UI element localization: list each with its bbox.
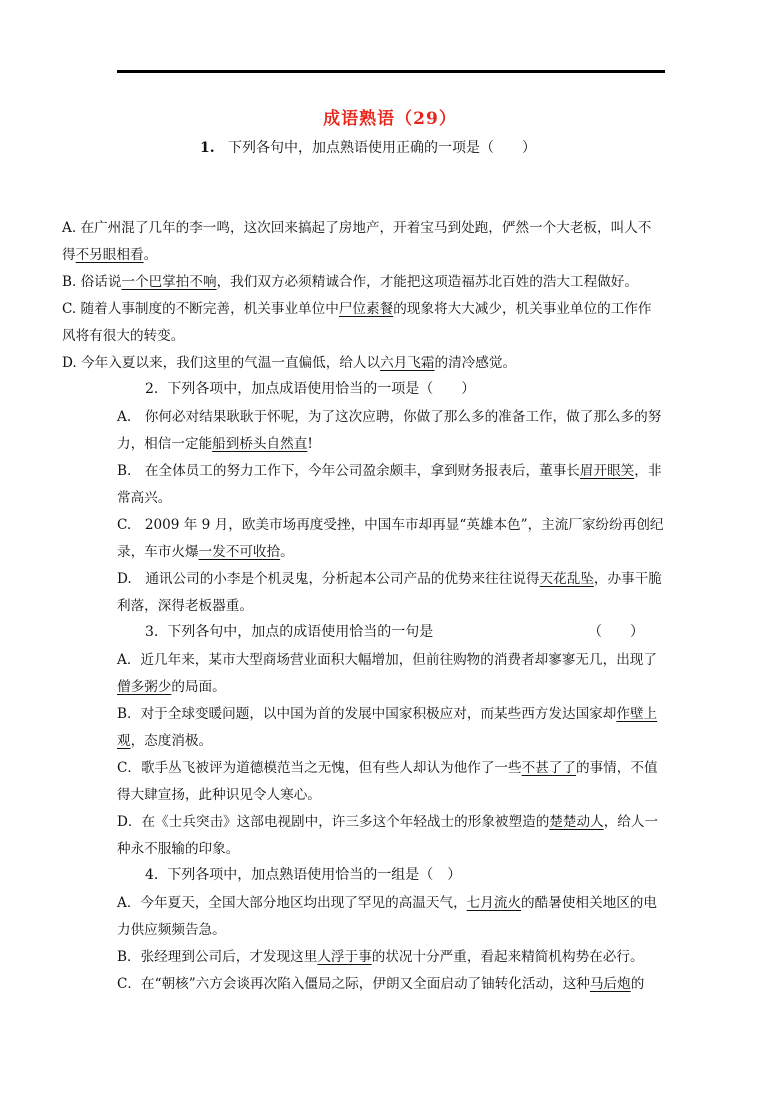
q3-option-b-line1: B．对于全球变暖问题，以中国为首的发展中国家积极应对，而某些西方发达国家却作壁上 — [117, 706, 658, 722]
question-3-stem: 3. 下列各句中，加点的成语使用恰当的一句是 — [145, 624, 434, 640]
q2-option-d-line2: 利落，深得老板器重。 — [117, 598, 253, 614]
q2-option-d-line1: D. 通讯公司的小李是个机灵鬼，分析起本公司产品的优势来往往说得天花乱坠，办事干脆 — [117, 571, 662, 587]
question-2-stem: 2. 下列各项中，加点成语使用恰当的一项是（ ） — [145, 381, 476, 397]
q1-idiom-a: 不另眼相看 — [75, 247, 144, 263]
q1-option-a-line1: A. 在广州混了几年的李一鸣，这次回来搞起了房地产，开着宝马到处跑，俨然一个大老板，叫人不 — [62, 220, 652, 236]
q3-idiom-a: 僧多粥少 — [117, 679, 172, 695]
q3-option-c-line1: C．歌手丛飞被评为道德模范当之无愧，但有些人却认为他作了一些不甚了了的事情，不值 — [117, 760, 658, 776]
q4-option-a-line1: A．今年夏天，全国大部分地区均出现了罕见的高温天气，七月流火的酷暑使相关地区的电 — [117, 895, 657, 911]
q2-idiom-d: 天花乱坠 — [539, 571, 594, 587]
question-1-number: 1. — [200, 140, 215, 156]
q1-idiom-b: 一个巴掌拍不响 — [121, 274, 217, 290]
q4-idiom-b: 人浮于事 — [317, 949, 372, 965]
q4-option-c-line1: C．在“朝核”六方会谈再次陷入僵局之际，伊朗又全面启动了铀转化活动，这种马后炮的 — [117, 976, 645, 992]
question-2-number: 2. — [145, 381, 159, 397]
q2-idiom-b: 眉开眼笑 — [579, 463, 635, 479]
q2-idiom-c: 一发不可收拾 — [198, 544, 281, 560]
q3-option-d-line2: 种永不服输的印象。 — [117, 841, 240, 857]
q1-idiom-c: 尸位素餐 — [338, 301, 394, 317]
q3-option-a-line1: A．近几年来，某市大型商场营业面积大幅增加，但前往购物的消费者却寥寥无几，出现了 — [117, 652, 657, 668]
q1-option-d: D. 今年入夏以来，我们这里的气温一直偏低，给人以六月飞霜的清冷感觉。 — [62, 355, 517, 371]
q2-option-a-line1: A. 你何必对结果耿耿于怀呢，为了这次应聘，你做了那么多的准备工作，做了那么多的努 — [117, 409, 662, 425]
q3-option-b-line2: 观，态度消极。 — [117, 733, 213, 749]
q3-idiom-c: 不甚了了 — [521, 760, 576, 776]
q4-option-a-line2: 力供应频频告急。 — [117, 922, 226, 938]
q1-option-c-line1: C. 随着人事制度的不断完善，机关事业单位中尸位素餐的现象将大大减少，机关事业单位的工作作 — [62, 301, 652, 317]
question-3-answer-paren: （ ） — [588, 624, 644, 640]
q1-idiom-d: 六月飞霜 — [380, 355, 435, 371]
q4-idiom-c: 马后炮 — [589, 976, 631, 992]
q1-option-a-line2: 得不另眼相看。 — [62, 247, 158, 263]
q3-option-c-line2: 得大肆宣扬，此种识见令人寒心。 — [117, 787, 321, 803]
header-rule — [117, 70, 665, 73]
q2-option-c-line2: 录，车市火爆一发不可收拾。 — [117, 544, 294, 560]
q3-idiom-b-cont: 观 — [117, 733, 131, 749]
q2-option-b-line2: 常高兴。 — [117, 490, 172, 506]
q4-idiom-a: 七月流火 — [466, 895, 522, 911]
q3-idiom-b: 作壁上 — [616, 706, 658, 722]
q2-option-b-line1: B. 在全体员工的努力工作下，今年公司盈余颇丰，拿到财务报表后，董事长眉开眼笑，非 — [117, 463, 662, 479]
q3-idiom-d: 楚楚动人 — [549, 814, 604, 830]
q1-option-c-line2: 风将有很大的转变。 — [62, 328, 185, 344]
q3-option-d-line1: D．在《士兵突击》这部电视剧中，许三多这个年轻战士的形象被塑造的楚楚动人，给人一 — [117, 814, 659, 830]
q2-option-c-line1: C. 2009 年 9 月，欧美市场再度受挫，中国车市却再显“英雄本色”，主流厂家纷纷再创纪 — [117, 517, 664, 533]
question-4-number: 4. — [145, 867, 159, 883]
question-3-number: 3. — [145, 624, 159, 640]
q3-option-a-line2: 僧多粥少的局面。 — [117, 679, 226, 695]
q1-option-b: B. 俗话说一个巴掌拍不响，我们双方必须精诚合作，才能把这项造福苏北百姓的浩大工程做好。 — [62, 274, 638, 290]
question-4-stem: 4. 下列各项中，加点熟语使用恰当的一组是（ ） — [145, 867, 462, 883]
page-title: 成语熟语（29） — [323, 109, 457, 129]
q2-option-a-line2: 力，相信一定能船到桥头自然直! — [117, 436, 313, 452]
q4-option-b: B．张经理到公司后，才发现这里人浮于事的状况十分严重，看起来精简机构势在必行。 — [117, 949, 644, 965]
question-1-stem: 1. 下列各句中，加点熟语使用正确的一项是（ ） — [200, 140, 536, 156]
q2-idiom-a: 船到桥头自然直 — [212, 436, 308, 452]
